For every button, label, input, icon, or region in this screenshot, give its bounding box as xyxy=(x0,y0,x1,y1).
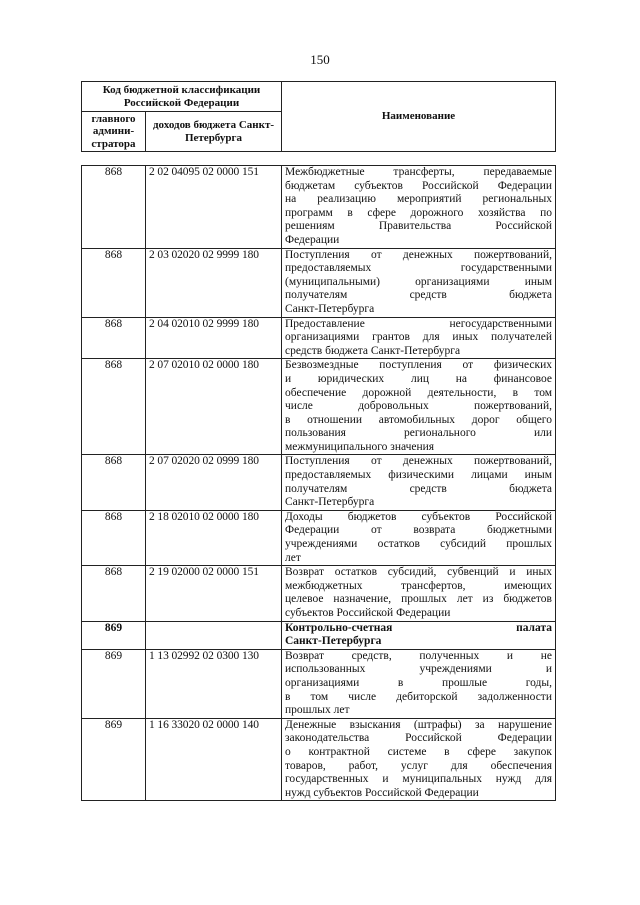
name-cell xyxy=(282,359,556,455)
name-line: бюджетам субъектов Российской Федерации xyxy=(285,179,552,192)
name-line: в том числе дебиторской задолженности xyxy=(285,690,552,703)
name-cell xyxy=(282,510,556,565)
name-line: Предоставление негосударственными xyxy=(285,317,552,330)
table-row xyxy=(82,317,556,359)
table-row xyxy=(82,248,556,317)
table-header xyxy=(81,81,556,152)
name-line: межмуниципального значения xyxy=(285,440,435,453)
name-line: товаров, работ, услуг для обеспечения xyxy=(285,759,552,772)
name-cell xyxy=(282,455,556,510)
admin-code-cell: 869 xyxy=(82,718,146,801)
table-row xyxy=(82,455,556,510)
header-name-label: Наименование xyxy=(282,82,556,152)
name-cell xyxy=(282,649,556,718)
header-revenue-label: доходов бюджета Санкт-Петербурга xyxy=(146,112,282,152)
revenue-code-cell: 2 04 02010 02 9999 180 xyxy=(146,317,282,359)
name-line: целевое назначение, прошлых лет из бюджетов xyxy=(285,593,552,606)
table-row xyxy=(82,359,556,455)
revenue-code-cell: 2 07 02010 02 0000 180 xyxy=(146,359,282,455)
name-line: получателям средств бюджета xyxy=(285,289,552,302)
name-line: в отношении автомобильных дорог общего xyxy=(285,413,552,426)
name-line: решениям Правительства Российской xyxy=(285,220,552,233)
name-line: прошлых лет xyxy=(285,704,350,717)
revenue-code-cell xyxy=(146,621,282,649)
table-row xyxy=(82,621,556,649)
name-line: Санкт-Петербурга xyxy=(285,302,375,315)
name-line: Денежные взыскания (штрафы) за нарушение xyxy=(285,718,552,731)
name-line: Поступления от денежных пожертвований, xyxy=(285,455,552,468)
admin-code-cell: 868 xyxy=(82,166,146,249)
name-line: законодательства Российской Федерации xyxy=(285,732,552,745)
name-line: Доходы бюджетов субъектов Российской xyxy=(285,510,552,523)
name-line: предоставляемых государственными xyxy=(285,262,552,275)
admin-code-cell: 868 xyxy=(82,455,146,510)
admin-code-cell: 868 xyxy=(82,566,146,621)
name-line: учреждениями остатков субсидий прошлых xyxy=(285,538,552,551)
table-row xyxy=(82,166,556,249)
admin-code-cell: 868 xyxy=(82,359,146,455)
revenue-code-cell: 1 16 33020 02 0000 140 xyxy=(146,718,282,801)
name-line: организациями в прошлые годы, xyxy=(285,676,552,689)
name-line: использованных учреждениями и xyxy=(285,663,552,676)
name-line: Безвозмездные поступления от физических xyxy=(285,359,552,372)
name-line: Федерации xyxy=(285,233,340,246)
name-line: на реализацию мероприятий региональных xyxy=(285,193,552,206)
name-line: числе добровольных пожертвований, xyxy=(285,400,552,413)
name-cell xyxy=(282,718,556,801)
name-cell xyxy=(282,566,556,621)
header-group-label: Код бюджетной классификации Российской Федерации xyxy=(82,82,282,112)
header-admin-label: главного админи-стратора xyxy=(82,112,146,152)
name-line: получателям средств бюджета xyxy=(285,482,552,495)
admin-code-cell: 869 xyxy=(82,621,146,649)
name-line: нужд субъектов Российской Федерации xyxy=(285,786,479,799)
name-line: предоставляемых физическими лицами иным xyxy=(285,469,552,482)
name-line: (муниципальными) организациями иным xyxy=(285,275,552,288)
name-cell xyxy=(282,621,556,649)
admin-code-cell: 868 xyxy=(82,248,146,317)
admin-code-cell: 868 xyxy=(82,510,146,565)
name-line: о контрактной системе в сфере закупок xyxy=(285,745,552,758)
name-line: Межбюджетные трансферты, передаваемые xyxy=(285,166,552,178)
name-cell xyxy=(282,317,556,359)
name-line: пользования регионального или xyxy=(285,427,552,440)
name-cell xyxy=(282,248,556,317)
budget-code-table xyxy=(81,165,556,801)
table-row xyxy=(82,649,556,718)
revenue-code-cell: 2 07 02020 02 0999 180 xyxy=(146,455,282,510)
name-line: Поступления от денежных пожертвований, xyxy=(285,248,552,261)
revenue-code-cell: 1 13 02992 02 0300 130 xyxy=(146,649,282,718)
revenue-code-cell: 2 18 02010 02 0000 180 xyxy=(146,510,282,565)
name-line: Санкт-Петербурга xyxy=(285,635,382,648)
name-line: обеспечение дорожной деятельности, в том xyxy=(285,386,552,399)
name-line: Контрольно-счетная палата xyxy=(285,621,552,634)
name-line: межбюджетных трансфертов, имеющих xyxy=(285,579,552,592)
name-line: средств бюджета Санкт-Петербурга xyxy=(285,344,461,357)
name-line: государственных и муниципальных нужд для xyxy=(285,773,552,786)
page-number: 150 xyxy=(310,52,330,67)
name-line: программ в сфере дорожного хозяйства по xyxy=(285,206,552,219)
revenue-code-cell: 2 03 02020 02 9999 180 xyxy=(146,248,282,317)
revenue-code-cell: 2 02 04095 02 0000 151 xyxy=(146,166,282,249)
name-line: Санкт-Петербурга xyxy=(285,496,375,509)
table-row xyxy=(82,566,556,621)
name-line: Федерации от возврата бюджетными xyxy=(285,524,552,537)
name-line: Возврат средств, полученных и не xyxy=(285,649,552,662)
revenue-code-cell: 2 19 02000 02 0000 151 xyxy=(146,566,282,621)
admin-code-cell: 869 xyxy=(82,649,146,718)
admin-code-cell: 868 xyxy=(82,317,146,359)
name-line: субъектов Российской Федерации xyxy=(285,607,451,619)
name-line: и юридических лиц на финансовое xyxy=(285,372,552,385)
name-line: лет xyxy=(285,551,301,564)
name-cell xyxy=(282,166,556,249)
table-row xyxy=(82,510,556,565)
name-line: организациями грантов для иных получателей xyxy=(285,331,552,344)
table-row xyxy=(82,718,556,801)
name-line: Возврат остатков субсидий, субвенций и иных xyxy=(285,566,552,579)
